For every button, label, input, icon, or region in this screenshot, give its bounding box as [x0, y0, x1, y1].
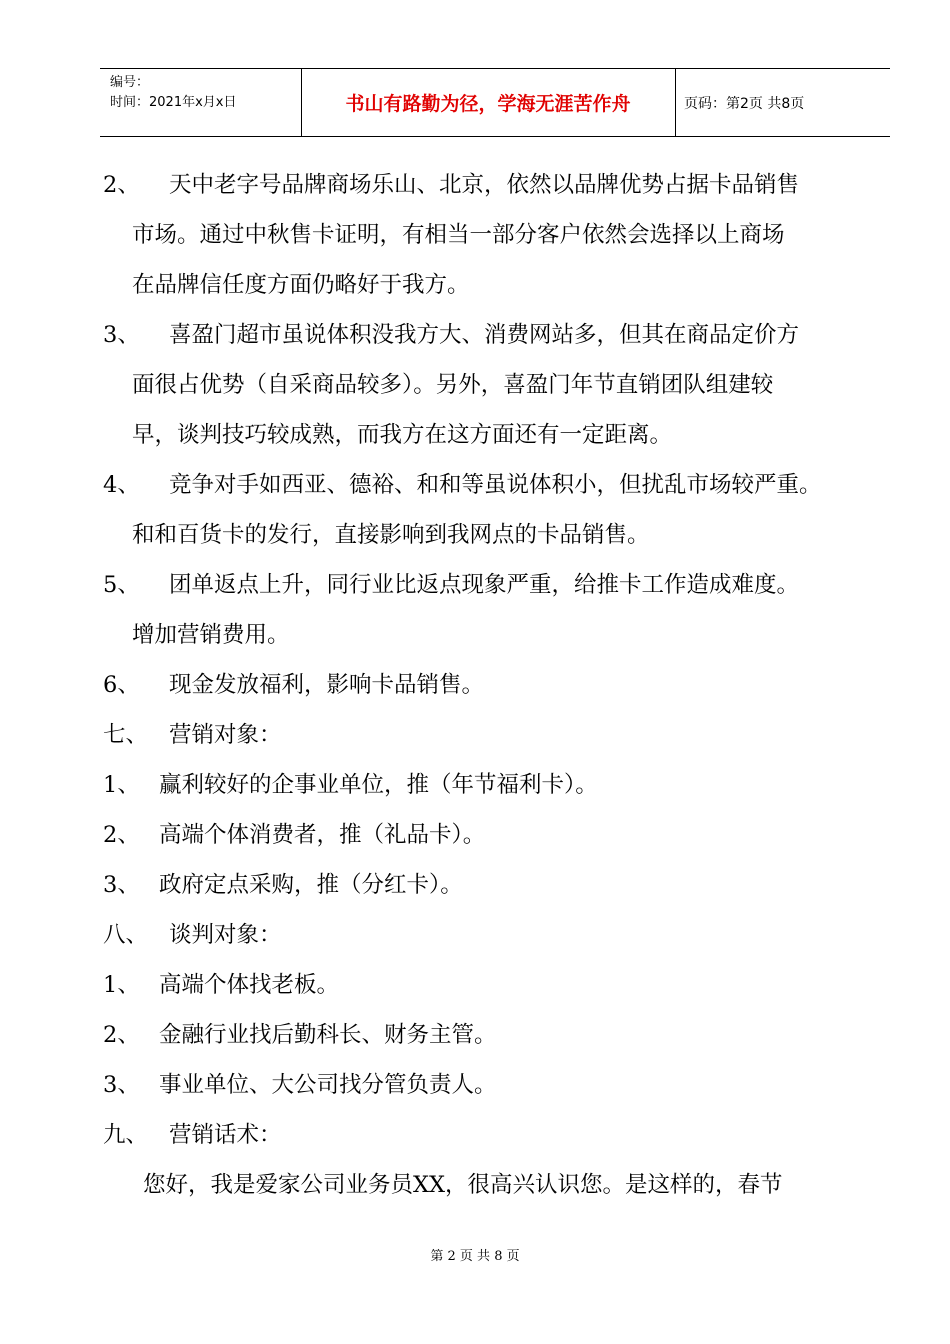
list-item [103, 760, 903, 810]
header-motto: 书山有路勤为径，学海无涯苦作舟 [345, 93, 631, 115]
item-text: 政府定点采购，推（分红卡）。 [159, 872, 463, 898]
section-heading [103, 1110, 903, 1160]
list-item [103, 160, 903, 210]
document-body [103, 160, 903, 1210]
list-item [103, 310, 903, 360]
list-item [103, 1060, 903, 1110]
list-item [103, 660, 903, 710]
section-heading [103, 710, 903, 760]
item-continuation: 在品牌信任度方面仍略好于我方。 [132, 272, 470, 298]
section-title: 营销对象： [169, 722, 282, 748]
item-continuation: 增加营销费用。 [132, 622, 290, 648]
item-text: 天中老字号品牌商场乐山、北京，依然以品牌优势占据卡品销售 [169, 172, 800, 198]
page-footer: 第 2 页 共 8 页 [430, 1249, 520, 1264]
item-continuation: 和和百货卡的发行，直接影响到我网点的卡品销售。 [132, 522, 650, 548]
list-item [103, 860, 903, 910]
item-number: 2、 [103, 822, 140, 848]
section-title: 谈判对象： [169, 922, 282, 948]
item-number: 2、 [103, 172, 140, 198]
item-text: 高端个体消费者，推（礼品卡）。 [159, 822, 486, 848]
section-heading [103, 910, 903, 960]
item-text: 金融行业找后勤科长、财务主管。 [159, 1022, 497, 1048]
item-text: 赢利较好的企事业单位，推（年节福利卡）。 [159, 772, 598, 798]
time-label: 时间：2021年x月x日 [110, 95, 237, 110]
item-number: 3、 [103, 1072, 140, 1098]
page-header [100, 68, 890, 137]
item-number: 1、 [103, 772, 140, 798]
item-continuation: 市场。通过中秋售卡证明，有相当一部分客户依然会选择以上商场 [132, 222, 785, 248]
item-number: 6、 [103, 672, 140, 698]
section-number: 九、 [103, 1122, 149, 1148]
item-text: 喜盈门超市虽说体积没我方大、消费网站多，但其在商品定价方 [169, 322, 800, 348]
item-number: 4、 [103, 472, 140, 498]
list-item [103, 1010, 903, 1060]
section-number: 八、 [103, 922, 149, 948]
item-number: 3、 [103, 872, 140, 898]
section-number: 七、 [103, 722, 149, 748]
item-number: 1、 [103, 972, 140, 998]
item-continuation: 面很占优势（自采商品较多）。另外，喜盈门年节直销团队组建较 [132, 372, 774, 398]
serial-label: 编号： [110, 75, 150, 90]
list-item [103, 560, 903, 610]
item-text: 团单返点上升，同行业比返点现象严重，给推卡工作造成难度。 [169, 572, 800, 598]
item-number: 3、 [103, 322, 140, 348]
paragraph: 您好，我是爱家公司业务员XX，很高兴认识您。是这样的，春节 [143, 1172, 783, 1198]
section-title: 营销话术： [169, 1122, 282, 1148]
item-text: 竞争对手如西亚、德裕、和和等虽说体积小，但扰乱市场较严重。 [169, 472, 822, 498]
item-text: 现金发放福利，影响卡品销售。 [169, 672, 485, 698]
header-page-info: 页码：第2页 共8页 [684, 95, 805, 112]
list-item [103, 460, 903, 510]
item-text: 事业单位、大公司找分管负责人。 [159, 1072, 497, 1098]
header-meta [110, 73, 300, 113]
list-item [103, 810, 903, 860]
item-number: 2、 [103, 1022, 140, 1048]
list-item [103, 960, 903, 1010]
item-number: 5、 [103, 572, 140, 598]
item-text: 高端个体找老板。 [159, 972, 340, 998]
item-continuation: 早，谈判技巧较成熟，而我方在这方面还有一定距离。 [132, 422, 673, 448]
header-divider [675, 69, 676, 136]
